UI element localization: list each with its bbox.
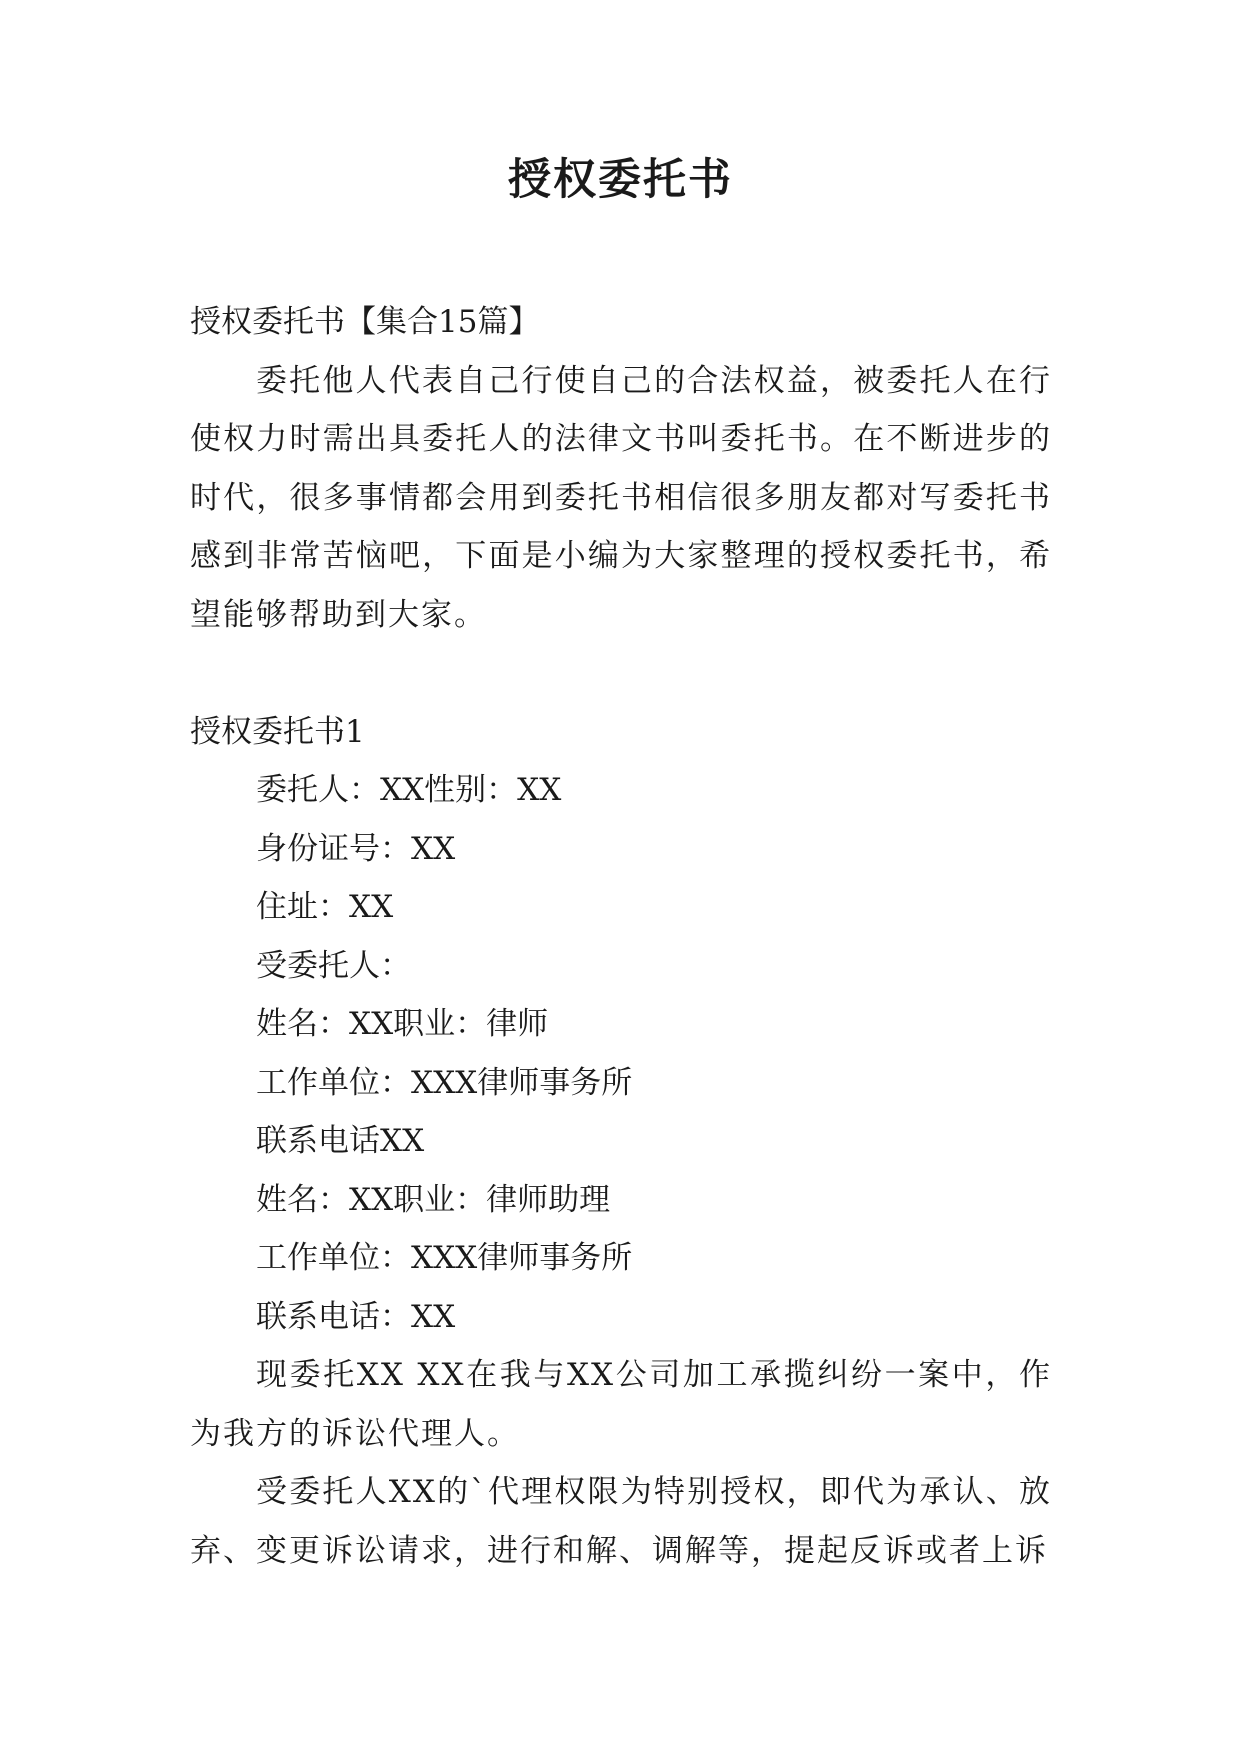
line-agent2-employer: 工作单位：XXX律师事务所 [256, 1240, 633, 1276]
intro-paragraph: 委托他人代表自己行使自己的合法权益，被委托人在行使权力时需出具委托人的法律文书叫委托书。在不断进步的时代，很多事情都会用到委托书相信很多朋友都对写委托书感到非常苦恼吧，下面是小编为大家整理的授权委托书，希望能够帮助到大家。 [190, 362, 1052, 633]
paragraph-spacer [190, 644, 1052, 703]
authority-paragraph: 受委托人XX的`代理权限为特别授权，即代为承认、放弃、变更诉讼请求，进行和解、调解等，提起反诉或者上诉 [190, 1474, 1052, 1569]
document-title: 授权委托书 [508, 155, 733, 205]
section-heading: 授权委托书1 [190, 713, 365, 750]
document-heading: 授权委托书【集合15篇】 [190, 304, 540, 340]
line-agent1-employer: 工作单位：XXX律师事务所 [256, 1064, 633, 1101]
line-agent1-phone: 联系电话XX [256, 1123, 425, 1159]
line-agent2-name: 姓名：XX职业：律师助理 [256, 1181, 611, 1218]
line-principal: 委托人：XX性别：XX [256, 772, 562, 808]
line-id-number: 身份证号：XX [256, 830, 456, 867]
line-agent2-phone: 联系电话：XX [256, 1298, 456, 1335]
case-paragraph: 现委托XX XX在我与XX公司加工承揽纠纷一案中，作为我方的诉讼代理人。 [190, 1357, 1052, 1452]
line-agent1-name: 姓名：XX职业：律师 [256, 1006, 549, 1042]
line-agent-heading: 受委托人： [256, 947, 411, 984]
document-body [190, 293, 1052, 1580]
line-address: 住址：XX [256, 889, 394, 925]
